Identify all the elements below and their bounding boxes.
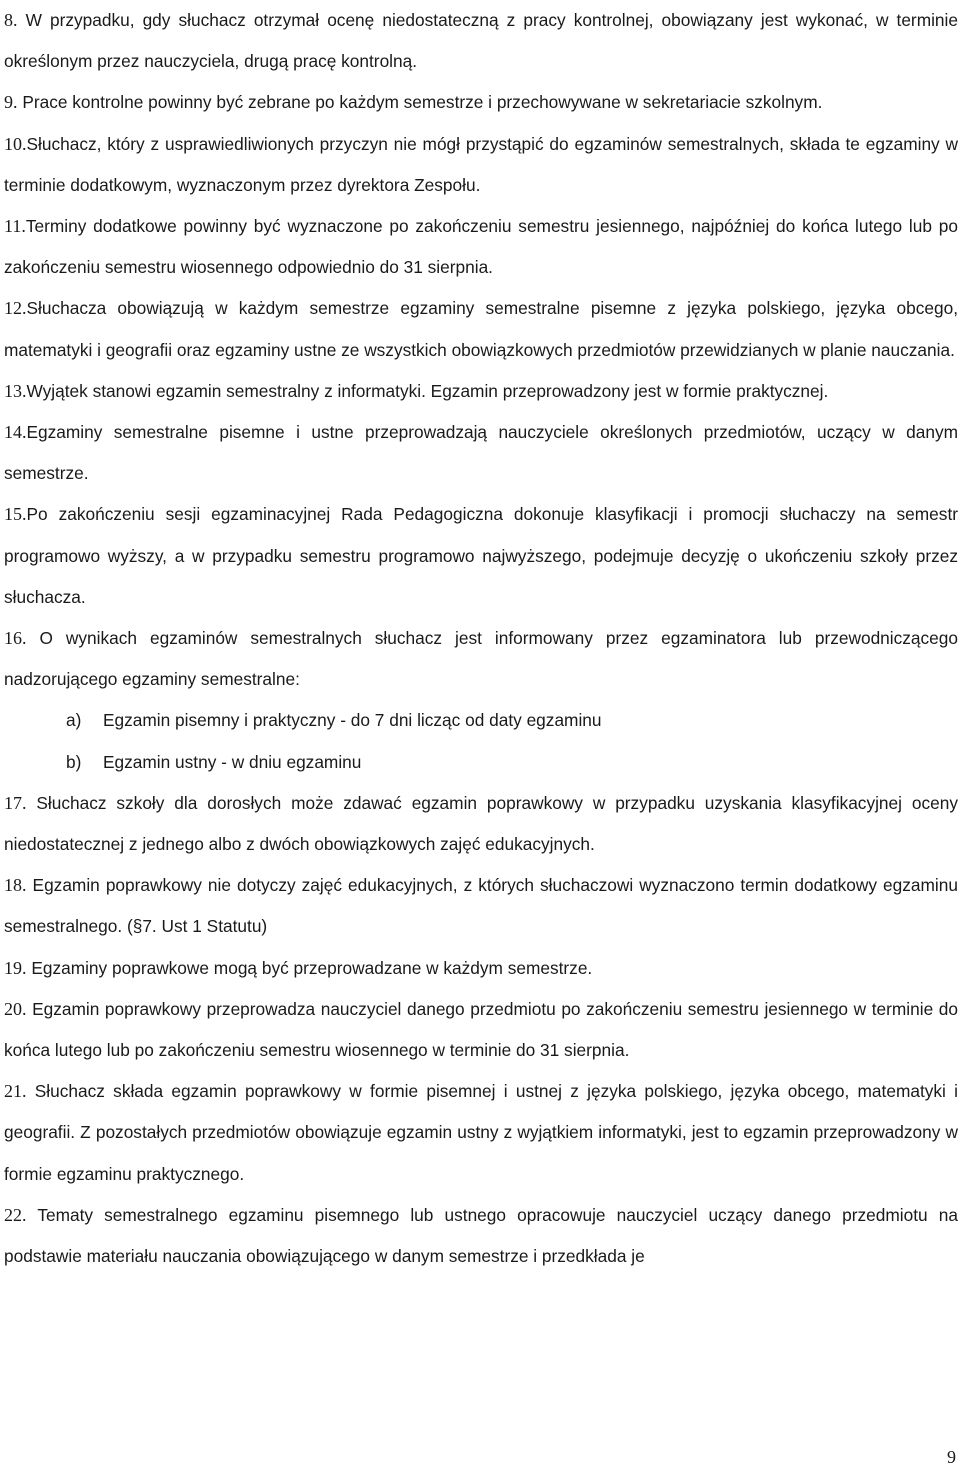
item-number: 8.	[4, 10, 18, 30]
list-item-11	[4, 206, 958, 288]
item-number: 9.	[4, 92, 18, 113]
item-text: Tematy semestralnego egzaminu pisemnego lub ustnego opracowuje nauczyciel uczący danego przedmiotu na podstawie materiału nauczania obowiązującego w danym semestrze i przedkłada je	[4, 1204, 958, 1267]
item-text: Słuchacz, który z usprawiedliwionych przyczyn nie mógł przystąpić do egzaminów semestralnych, składa te egzaminy w terminie dodatkowym, wyznaczonym przez dyrektora Zespołu.	[4, 133, 958, 195]
item-text: Słuchacz składa egzamin poprawkowy w formie pisemnej i ustnej z języka polskiego, języka obcego, matematyki i geografii. Z pozostałych przedmiotów obowiązuje egzamin ustny z wyjątkiem informatyki, jest to egzamin przeprowadzony w formie egzaminu praktycznego.	[4, 1081, 958, 1184]
item-text: Po zakończeniu sesji egzaminacyjnej Rada Pedagogiczna dokonuje klasyfikacji i promocji słuchaczy na semestr programowo wyższy, a w przypadku semestru programowo najwyższego, podejmuje decyzję o ukończeniu szkoły przez słuchacza.	[4, 504, 958, 607]
item-number: 21.	[4, 1081, 27, 1102]
item-number: 17.	[4, 792, 27, 813]
item-text: Terminy dodatkowe powinny być wyznaczone po zakończeniu semestru jesiennego, najpóźniej do końca lutego lub po zakończeniu semestru wiosennego odpowiednio do 31 sierpnia.	[4, 216, 958, 278]
item-number: 13.	[4, 380, 27, 401]
item-number: 19.	[4, 957, 27, 978]
item-text: Egzamin poprawkowy nie dotyczy zajęć edukacyjnych, z których słuchaczowi wyznaczono termin dodatkowy egzaminu semestralnego. (§7. Ust 1 Statutu)	[4, 875, 958, 937]
item-text: Egzaminy poprawkowe mogą być przeprowadzane w każdym semestrze.	[31, 957, 593, 978]
sub-item-text: Egzamin pisemny i praktyczny - do 7 dni licząc od daty egzaminu	[103, 710, 602, 731]
item-number: 12.	[4, 298, 27, 319]
item-text: Prace kontrolne powinny być zebrane po każdym semestrze i przechowywane w sekretariacie szkolnym.	[22, 92, 823, 113]
list-item-15	[4, 494, 958, 618]
sub-list-item-b	[66, 742, 958, 783]
item-text: Wyjątek stanowi egzamin semestralny z informatyki. Egzamin przeprowadzony jest w formie praktycznej.	[26, 380, 829, 401]
item-text: Egzamin poprawkowy przeprowadza nauczyciel danego przedmiotu po zakończeniu semestru jesiennego w terminie do końca lutego lub po zakończeniu semestru wiosennego w terminie do 31 sierpnia.	[4, 998, 958, 1061]
item-number: 11.	[4, 216, 26, 237]
list-item-14	[4, 412, 958, 494]
list-item-17	[4, 783, 958, 865]
sub-item-letter: b)	[66, 751, 82, 772]
list-item-10	[4, 124, 958, 206]
sub-item-text: Egzamin ustny - w dniu egzaminu	[103, 751, 362, 772]
sub-item-letter: a)	[66, 710, 82, 731]
list-item-20	[4, 989, 958, 1071]
list-item-21	[4, 1071, 958, 1195]
document-body	[4, 0, 958, 1277]
list-item-18	[4, 865, 958, 947]
item-text: W przypadku, gdy słuchacz otrzymał ocenę niedostateczną z pracy kontrolnej, obowiązany jest wykonać, w terminie określonym przez nauczyciela, drugą pracę kontrolną.	[4, 10, 958, 72]
item-number: 16.	[4, 628, 27, 649]
list-item-16	[4, 618, 958, 700]
list-item-19	[4, 948, 958, 989]
sub-list-item-a	[66, 700, 958, 741]
item-number: 18.	[4, 875, 27, 896]
item-number: 15.	[4, 504, 27, 525]
list-item-22	[4, 1195, 958, 1277]
item-text: Słuchacz szkoły dla dorosłych może zdawać egzamin poprawkowy w przypadku uzyskania klasyfikacyjnej oceny niedostatecznej z jednego albo z dwóch obowiązkowych zajęć edukacyjnych.	[4, 792, 958, 855]
item-number: 20.	[4, 998, 27, 1019]
list-item-9	[4, 82, 958, 123]
item-text: O wynikach egzaminów semestralnych słuchacz jest informowany przez egzaminatora lub przewodniczącego nadzorującego egzaminy semestralne:	[4, 628, 958, 690]
item-number: 22.	[4, 1204, 27, 1225]
page-number: 9	[947, 1447, 956, 1467]
list-item-8	[4, 0, 958, 82]
item-number: 10.	[4, 133, 27, 154]
item-text: Egzaminy semestralne pisemne i ustne przeprowadzają nauczyciele określonych przedmiotów, uczący w danym semestrze.	[4, 422, 958, 484]
list-item-13	[4, 371, 958, 412]
list-item-12	[4, 288, 958, 370]
item-number: 14.	[4, 422, 27, 443]
item-text: Słuchacza obowiązują w każdym semestrze egzaminy semestralne pisemne z języka polskiego, języka obcego, matematyki i geografii oraz egzaminy ustne ze wszystkich obowiązkowych przedmiotów przewidzianych w planie nauczania.	[4, 298, 958, 360]
